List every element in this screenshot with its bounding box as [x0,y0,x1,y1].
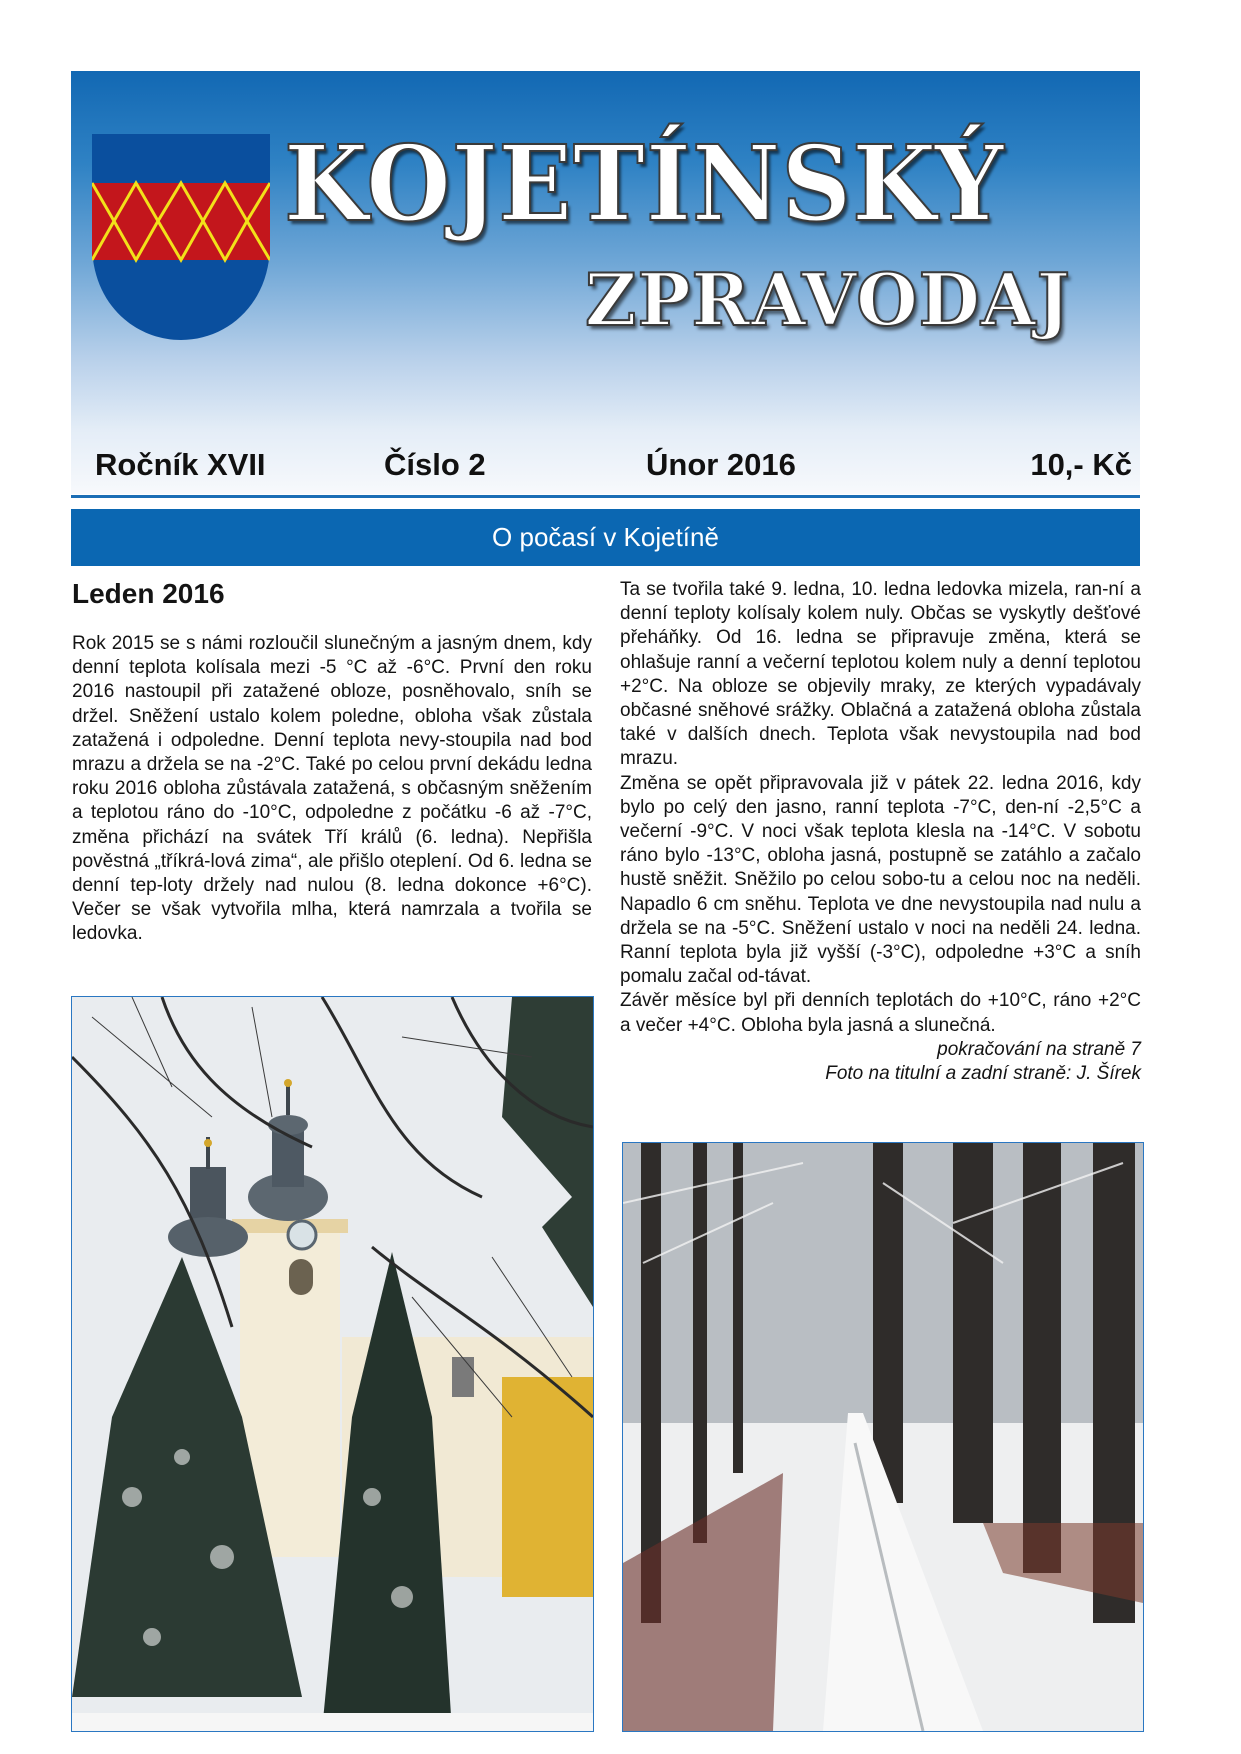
article-paragraph: Závěr měsíce byl při denních teplotách do +10°C, ráno +2°C a večer +4°C. Obloha byla jasná a slunečná. [620,990,1141,1036]
issue-meta [71,447,1140,487]
coat-of-arms-icon [92,134,270,340]
header-divider [71,495,1140,498]
continued-note: pokračování na straně 7 [937,1038,1141,1060]
volume-label: Ročník XVII [95,447,266,482]
church-in-winter-photo [71,996,594,1732]
article-paragraph: Změna se opět připravovala již v pátek 22. ledna 2016, kdy bylo po celý den jasno, ranní teplota -7°C, den-ní -2,5°C a večerní -9°C. V noci však teplota klesla na -14°C. V sobotu ráno bylo -13°C, obloha jasná, postupně se zatáhlo a začalo hustě sněžit. Sněžilo po celou sobo-tu a celou noc na neděli. Napadlo 6 cm sněhu. Teplota ve dne nevystoupila nad nulu a držela se na -5°C. Sněžení ustalo v noci na neděli 24. ledna. Ranní teplota byla již vyšší (-3°C), odpoledne +3°C a sníh pomalu začal od-távat. [620,772,1141,988]
newsletter-subtitle: ZPRAVODAJ [585,257,1071,342]
issue-date: Únor 2016 [646,447,796,482]
article-column-right [620,578,1141,1086]
article-paragraph: Ta se tvořila také 9. ledna, 10. ledna ledovka mizela, ran-ní a denní teploty kolísaly kolem nuly. Občas se vyskytly dešťové přeháňky. Od 16. ledna se připravuje změna, která se ohlašuje ranní a večerní teplotou kolem nuly a denní teplotou +2°C. Na obloze se objevily mraky, ze kterých vypadávaly občasné sněhové srážky. Oblačná a zatažená obloha zůstala také v dalších dnech. Teplota však nevystoupila nad bod mrazu. [620,579,1141,770]
article-paragraph: Rok 2015 se s námi rozloučil slunečným a jasným dnem, kdy denní teplota kolísala mezi -5 °C až -6°C. První den roku 2016 nastoupil při zatažené obloze, posněhovalo, sníh se držel. Sněžení ustalo kolem poledne, obloha však zůstala zatažená i odpoledne. Denní teplota nevy-stoupila nad bod mrazu a držela se na -2°C. Také po celou první dekádu ledna roku 2016 obloha zůstávala zatažená, s občasným sněžením a teplotou ráno do -10°C, odpoledne z počátku -6 až -7°C, změna přichází na svátek Tří králů (6. ledna). Nepřišla pověstná „tříkrá-lová zima“, ale přišlo oteplení. Od 6. ledna se denní tep-loty držely nad nulou (8. ledna dokonce +6°C). Večer se však vytvořila mlha, která namrzala a tvořila se ledovka. [72,633,592,945]
article-heading: Leden 2016 [72,578,225,609]
masthead [71,71,1140,494]
snowy-forest-road-photo [622,1142,1144,1732]
issue-number: Číslo 2 [384,447,486,482]
section-banner: O počasí v Kojetíně [71,509,1140,566]
article-column-left [72,576,592,947]
issue-price: 10,- Kč [1030,447,1132,482]
newsletter-title: KOJETÍNSKÝ [284,122,1005,245]
photo-credit: Foto na titulní a zadní straně: J. Šírek [825,1063,1141,1085]
